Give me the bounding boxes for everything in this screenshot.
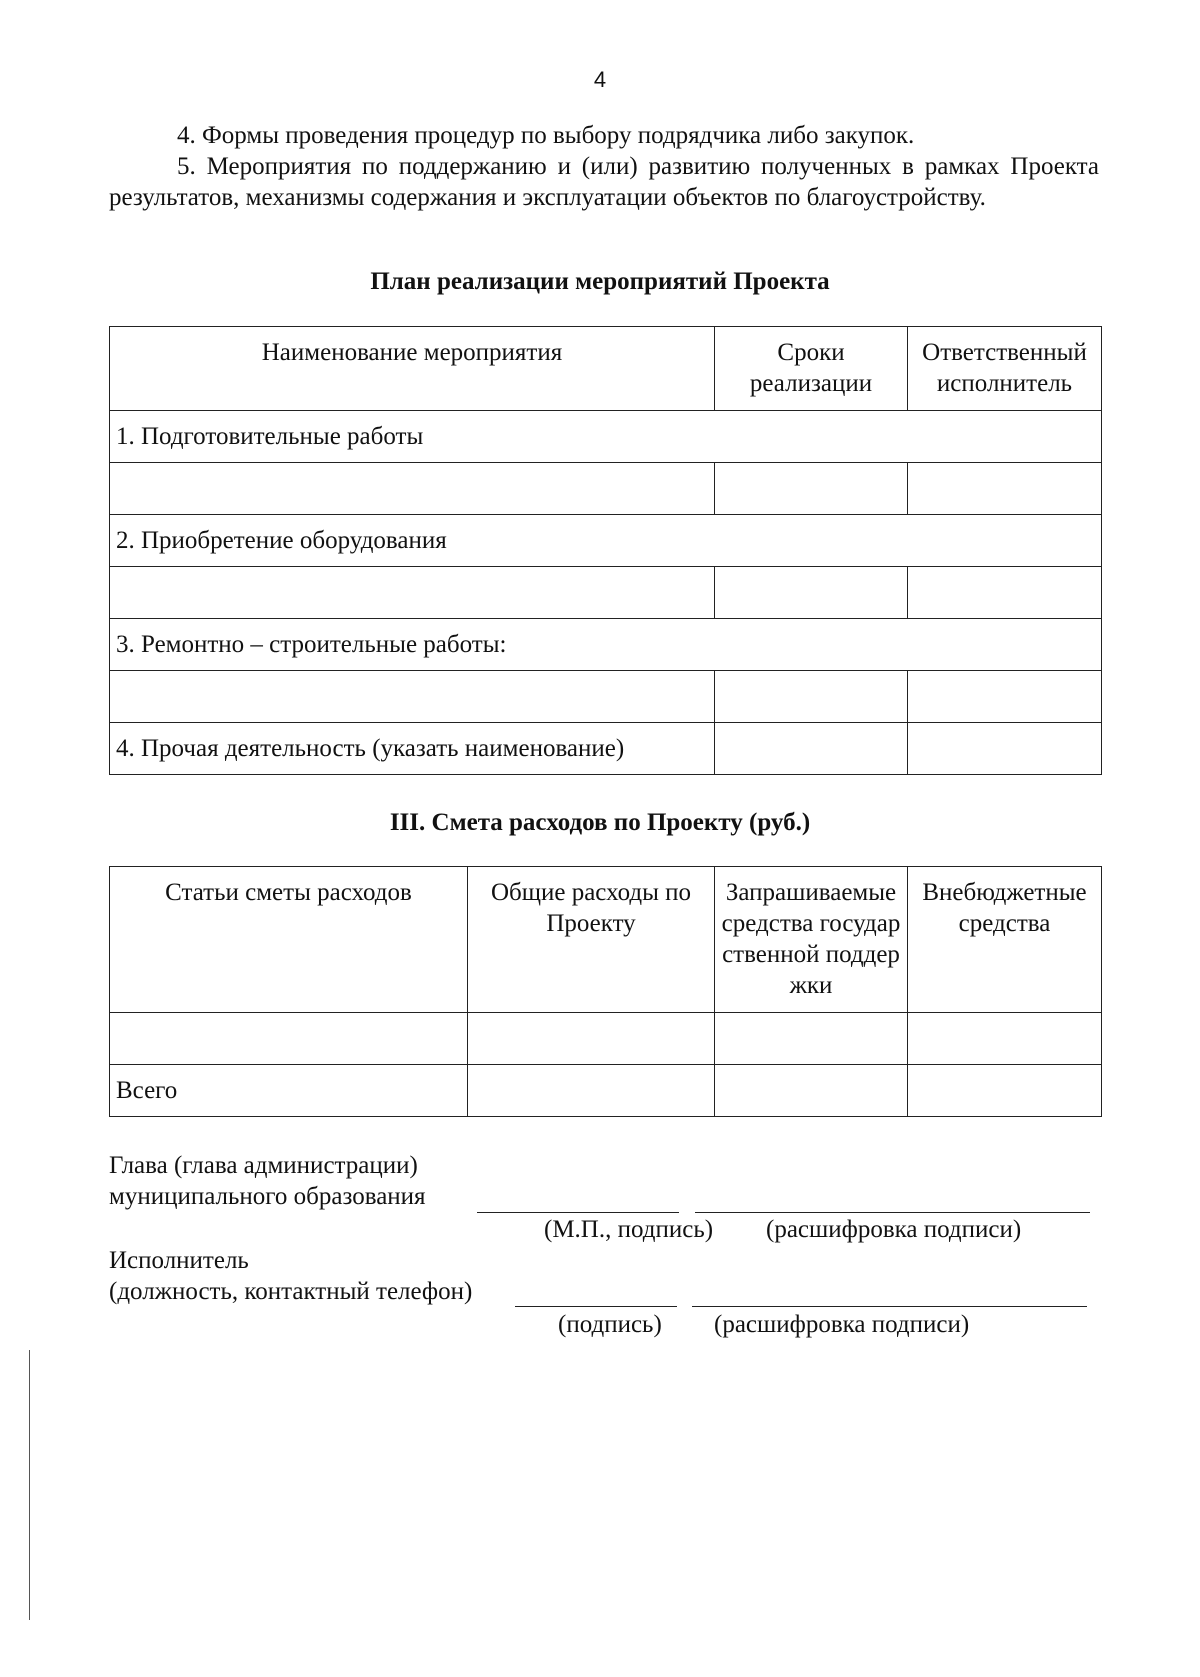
intro-item-5: 5. Мероприятия по поддержанию и (или) развитию полученных в рамках Проекта результатов, механизмы содержания и эксплуатации объектов по благоустройству. <box>109 153 1099 211</box>
intro-item-4: 4. Формы проведения процедур по выбору подрядчика либо закупок. <box>177 122 915 149</box>
empty-cell <box>715 1013 908 1065</box>
smeta-table <box>109 866 1102 1117</box>
plan-section-1: 1. Подготовительные работы <box>110 411 1102 463</box>
empty-cell <box>908 567 1102 619</box>
page-number: 4 <box>593 67 607 92</box>
exec-decode-line <box>692 1306 1087 1307</box>
smeta-total-label: Всего <box>110 1065 468 1117</box>
exec-caption-sign: (подпись) <box>558 1311 662 1338</box>
empty-cell <box>468 1013 715 1065</box>
smeta-header-extrabudgetary: Внебюджетные средства <box>908 867 1102 1013</box>
table-row <box>110 619 1102 671</box>
smeta-header-requested-support: Запрашиваемые средства государственной поддержки <box>715 867 908 1013</box>
head-title-line2: муниципального образования <box>109 1183 426 1210</box>
table-row <box>110 463 1102 515</box>
empty-cell <box>110 463 715 515</box>
head-caption-decode: (расшифровка подписи) <box>766 1216 1022 1243</box>
smeta-header-items: Статьи сметы расходов <box>110 867 468 1013</box>
plan-table-header-row <box>110 327 1102 411</box>
plan-section-4: 4. Прочая деятельность (указать наименование) <box>110 723 715 775</box>
empty-cell <box>908 671 1102 723</box>
plan-table <box>109 326 1102 775</box>
smeta-table-header-row <box>110 867 1102 1013</box>
empty-cell <box>908 723 1102 775</box>
empty-cell <box>715 567 908 619</box>
empty-cell <box>715 1065 908 1117</box>
intro-paragraphs <box>109 120 1099 213</box>
table-row <box>110 411 1102 463</box>
empty-cell <box>715 463 908 515</box>
table-row <box>110 515 1102 567</box>
table-row <box>110 671 1102 723</box>
scan-margin-line <box>29 1350 30 1620</box>
plan-header-name: Наименование мероприятия <box>110 327 715 411</box>
empty-cell <box>110 671 715 723</box>
plan-section-2: 2. Приобретение оборудования <box>110 515 1102 567</box>
empty-cell <box>468 1065 715 1117</box>
table-row <box>110 1013 1102 1065</box>
plan-header-responsible: Ответственный исполнитель <box>908 327 1102 411</box>
empty-cell <box>715 723 908 775</box>
plan-section-3: 3. Ремонтно – строительные работы: <box>110 619 1102 671</box>
head-title-line1: Глава (глава администрации) <box>109 1152 418 1179</box>
empty-cell <box>908 1013 1102 1065</box>
empty-cell <box>715 671 908 723</box>
head-caption-sign: (М.П., подпись) <box>544 1216 714 1243</box>
head-signature-line <box>477 1212 679 1213</box>
plan-title: План реализации мероприятий Проекта <box>370 268 830 295</box>
empty-cell <box>908 463 1102 515</box>
exec-title-line2: (должность, контактный телефон) <box>109 1278 473 1305</box>
empty-cell <box>110 1013 468 1065</box>
table-row <box>110 567 1102 619</box>
smeta-title: III. Смета расходов по Проекту (руб.) <box>389 809 811 836</box>
plan-header-deadline: Сроки реализации <box>715 327 908 411</box>
smeta-header-total-costs: Общие расходы по Проекту <box>468 867 715 1013</box>
exec-title-line1: Исполнитель <box>109 1247 249 1274</box>
exec-caption-decode: (расшифровка подписи) <box>714 1311 970 1338</box>
empty-cell <box>110 567 715 619</box>
exec-signature-line <box>515 1306 677 1307</box>
head-decode-line <box>695 1212 1090 1213</box>
table-row <box>110 1065 1102 1117</box>
empty-cell <box>908 1065 1102 1117</box>
table-row <box>110 723 1102 775</box>
